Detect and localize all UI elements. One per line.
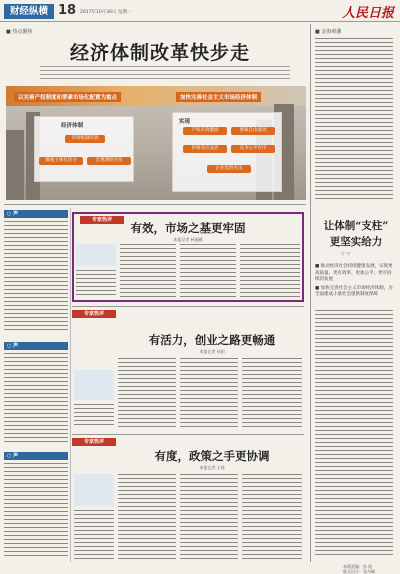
sidebar-text: [4, 463, 68, 557]
infographic-right-panel: [172, 112, 282, 192]
right-item: 要素自由流动: [231, 127, 275, 135]
article-byline: 本报记者 林丽鹂: [173, 237, 203, 242]
infographic-right-caption: 加快完善社会主义市场经济体制: [176, 92, 261, 102]
article-tag: 专家热评: [72, 310, 116, 318]
article-summary-box: [74, 370, 114, 400]
article-byline: 本报记者 王观: [199, 465, 225, 470]
article-summary-box: [74, 474, 114, 506]
page-header: [0, 0, 400, 22]
right-item: 企业优胜劣汰: [207, 165, 251, 173]
commentary-text: [315, 310, 393, 558]
article-title: 有活力，创业之路更畅通: [148, 333, 276, 347]
article-text: [74, 510, 114, 560]
feature-kicker: ■ 热点聚焦: [6, 29, 33, 35]
commentary-column: [310, 24, 396, 574]
article-text: [242, 358, 302, 428]
commentary-bullet: ■ 加快完善社会主义市场经济体制，为全面建成小康社会提供制度保障: [315, 285, 393, 297]
commentary-author: 于 宁: [341, 251, 351, 256]
feature-lead-text: [40, 66, 290, 82]
article-text: [242, 474, 302, 560]
building-shape: [6, 130, 24, 200]
article-text: [118, 474, 176, 560]
article-text: [118, 358, 176, 428]
section-name: 财经纵横: [4, 4, 54, 19]
sidebar-text: [4, 221, 68, 333]
newspaper-logo: 人民日报: [341, 6, 394, 21]
commentary-bullet: ■ 推动经济社会持续健康发展、实现更高质量、更有效率、更加公平、更可持续的发展: [315, 264, 393, 282]
sidebar-tag: ○ 声: [4, 452, 68, 460]
left-item: 市场机制有效: [65, 135, 105, 143]
sidebar-column: [4, 452, 68, 560]
right-item: 竞争公平有序: [231, 145, 275, 153]
commentary-text: [315, 38, 393, 202]
commentary-bullets: [315, 264, 393, 299]
infographic-left-caption: 以完善产权制度和要素市场化配置为重点: [14, 92, 121, 102]
article-title: 有度，政策之手更协调: [154, 449, 270, 463]
section-divider: [4, 204, 306, 205]
sidebar-column: [4, 342, 68, 448]
right-panel-title: 实现: [179, 119, 191, 125]
left-item: 微观主体有活力: [39, 157, 83, 165]
commentary-title-line2: 更坚实给力: [329, 236, 383, 248]
right-item: 价格反应灵活: [183, 145, 227, 153]
article-text: [180, 474, 238, 560]
commentary-title-line1: 让体制“支柱”: [323, 220, 389, 232]
sidebar-tag: ○ 声: [4, 210, 68, 218]
right-item: 产权有效激励: [183, 127, 227, 135]
section-divider: [72, 306, 304, 307]
article-title: 有效，市场之基更牢固: [130, 221, 246, 235]
article-text: [180, 358, 238, 428]
section-divider: [72, 434, 304, 435]
commentary-header: ■ 金海观潮: [315, 29, 342, 35]
page-number: 18: [58, 3, 77, 18]
page-credits: 本版责编：孙 阳 版式设计：张丹峰: [343, 564, 375, 574]
column-divider: [70, 208, 71, 562]
article-text: [74, 404, 114, 428]
article-byline: 本报记者 孙阳: [199, 349, 225, 354]
left-panel-title: 经济体制: [61, 123, 84, 129]
sidebar-text: [4, 353, 68, 445]
feature-headline: 经济体制改革快步走: [69, 42, 250, 64]
article: [72, 438, 304, 562]
infographic-left-panel: [34, 116, 134, 182]
article-tag: 专家热评: [80, 216, 124, 224]
sidebar-tag: ○ 声: [4, 342, 68, 350]
issue-date: 2017年10月30日 星期一: [80, 10, 132, 15]
article-tag: 专家热评: [72, 438, 116, 446]
sidebar-column: [4, 210, 68, 338]
left-item: 宏观调控有度: [87, 157, 131, 165]
feature-infographic: [6, 86, 306, 200]
article: [72, 310, 304, 430]
highlight-frame: [72, 212, 304, 302]
